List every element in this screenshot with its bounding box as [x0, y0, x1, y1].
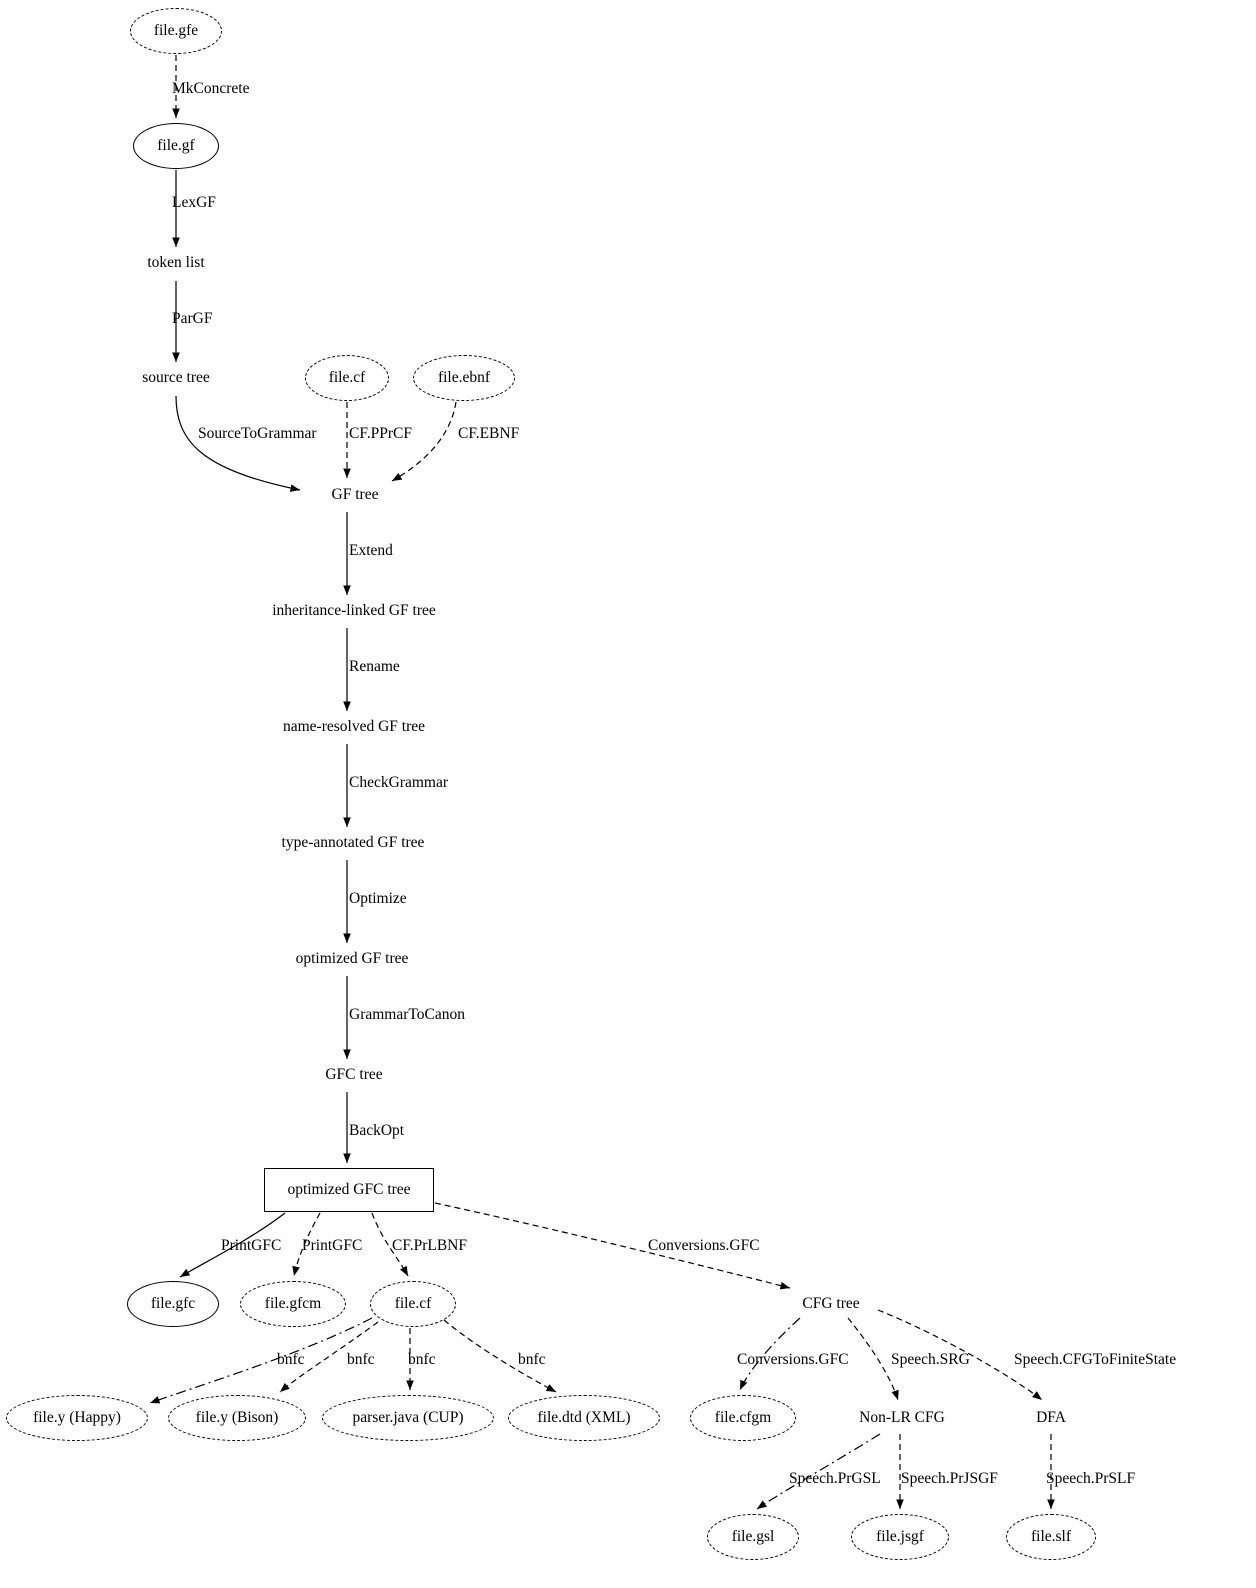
node-file-gfc[interactable] — [127, 1281, 219, 1327]
node-label: file.cf — [328, 369, 366, 386]
node-token-list — [126, 252, 226, 274]
node-source-tree — [121, 367, 231, 389]
node-label: optimized GFC tree — [287, 1181, 411, 1198]
edge-label-checkgrammar: CheckGrammar — [349, 774, 448, 791]
edge-label-bnfc-3: bnfc — [408, 1351, 436, 1368]
node-file-cf-mid[interactable] — [370, 1281, 456, 1327]
node-label: file.cf — [394, 1295, 432, 1312]
node-label: file.jsgf — [876, 1528, 924, 1545]
node-label: file.gfc — [150, 1295, 196, 1312]
node-label: name-resolved GF tree — [282, 718, 426, 735]
node-label: DFA — [1036, 1409, 1066, 1426]
edge-label-conversions-gfc-2: Conversions.GFC — [737, 1351, 849, 1368]
node-gfc-tree — [307, 1064, 401, 1086]
node-non-lr-cfg — [840, 1407, 964, 1429]
node-label: file.gfcm — [264, 1295, 322, 1312]
edge-label-bnfc-1: bnfc — [277, 1351, 305, 1368]
node-inheritance-linked-gf-tree — [247, 600, 461, 622]
node-label: file.y (Bison) — [195, 1409, 279, 1426]
node-label: CFG tree — [802, 1295, 860, 1312]
node-label: parser.java (CUP) — [352, 1409, 464, 1426]
node-dfa — [1026, 1407, 1076, 1429]
node-label: file.dtd (XML) — [537, 1409, 631, 1426]
node-label: inheritance-linked GF tree — [272, 602, 436, 619]
node-label: file.y (Happy) — [33, 1409, 121, 1426]
node-file-gfe[interactable] — [130, 8, 222, 54]
edge-label-speech-srg: Speech.SRG — [891, 1351, 970, 1368]
edge-label-extend: Extend — [349, 542, 393, 559]
node-label: file.slf — [1030, 1528, 1072, 1545]
edge-label-mkconcrete: MkConcrete — [172, 80, 250, 97]
node-type-annotated-gf-tree — [256, 832, 450, 854]
node-label: optimized GF tree — [295, 950, 409, 967]
node-label: GF tree — [331, 486, 379, 503]
node-file-cfgm[interactable] — [690, 1395, 796, 1441]
edge-label-pargf: ParGF — [172, 310, 213, 327]
node-file-y-happy[interactable] — [6, 1395, 148, 1441]
edge-label-speech-cfgtofinitestate: Speech.CFGToFiniteState — [1014, 1351, 1177, 1368]
node-file-slf[interactable] — [1006, 1514, 1096, 1560]
edge-label-printgfc-2: PrintGFC — [302, 1237, 363, 1254]
edge-label-cf-prlbnf: CF.PrLBNF — [392, 1237, 467, 1254]
node-file-jsgf[interactable] — [851, 1514, 949, 1560]
node-file-gsl[interactable] — [707, 1514, 799, 1560]
node-label: file.gfe — [153, 22, 199, 39]
node-parser-java-cup[interactable] — [322, 1395, 494, 1441]
edge-label-lexgf: LexGF — [172, 194, 216, 211]
edge-label-optimize: Optimize — [349, 890, 407, 907]
edge-label-sourcetogrammar: SourceToGrammar — [198, 425, 317, 442]
edge-label-speech-prgsl: Speech.PrGSL — [789, 1470, 881, 1487]
node-file-gf[interactable] — [133, 123, 219, 169]
edge-label-bnfc-4: bnfc — [518, 1351, 546, 1368]
edge-label-bnfc-2: bnfc — [347, 1351, 375, 1368]
node-file-y-bison[interactable] — [168, 1395, 306, 1441]
node-file-ebnf[interactable] — [413, 355, 515, 401]
node-cfg-tree — [784, 1293, 878, 1315]
node-label: file.ebnf — [437, 369, 491, 386]
edge-label-printgfc-1: PrintGFC — [221, 1237, 282, 1254]
node-file-cf-top[interactable] — [305, 355, 389, 401]
node-file-gfcm[interactable] — [240, 1281, 346, 1327]
edge-label-cf-ebnf: CF.EBNF — [458, 425, 520, 442]
node-name-resolved-gf-tree — [258, 716, 450, 738]
node-gf-tree — [313, 484, 397, 506]
node-label: file.gsl — [731, 1528, 775, 1545]
node-label: source tree — [142, 369, 210, 386]
node-optimized-gfc-tree[interactable] — [264, 1168, 434, 1212]
edge-label-cf-pprcf: CF.PPrCF — [349, 425, 412, 442]
edge-label-speech-prjsgf: Speech.PrJSGF — [901, 1470, 998, 1487]
edge-label-rename: Rename — [349, 658, 400, 675]
node-label: Non-LR CFG — [859, 1409, 945, 1426]
node-optimized-gf-tree — [276, 948, 428, 970]
node-label: file.gf — [157, 137, 195, 154]
edge-label-backopt: BackOpt — [349, 1122, 405, 1139]
node-file-dtd-xml[interactable] — [508, 1395, 660, 1441]
node-label: GFC tree — [325, 1066, 383, 1083]
edge-label-speech-prslf: Speech.PrSLF — [1046, 1470, 1136, 1487]
edge-label-conversions-gfc-1: Conversions.GFC — [648, 1237, 760, 1254]
node-label: type-annotated GF tree — [281, 834, 425, 851]
node-label: token list — [147, 254, 205, 271]
edge-label-grammartocanon: GrammarToCanon — [349, 1006, 465, 1023]
node-label: file.cfgm — [714, 1409, 772, 1426]
